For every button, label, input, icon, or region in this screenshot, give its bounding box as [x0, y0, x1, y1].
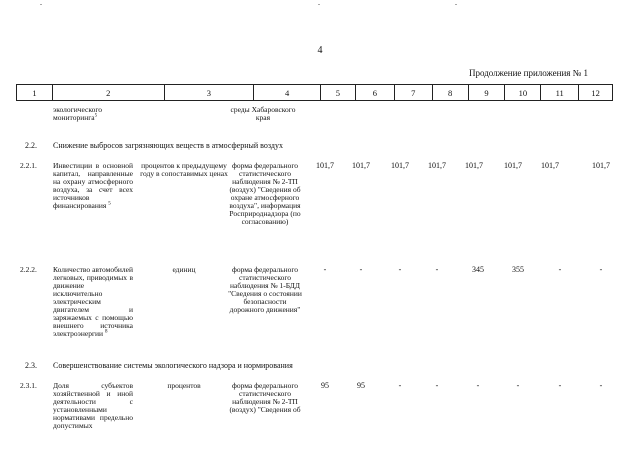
indicator-name: экологического мониторинга: [53, 105, 102, 122]
value-cell: -: [516, 381, 520, 390]
header-col-4: 4: [254, 85, 321, 100]
indicator-source: форма федерального статистического наблюдения № 2-ТП (воздух) "Сведения об: [229, 381, 301, 414]
header-col-3: 3: [165, 85, 255, 100]
footnote-mark: 8: [104, 329, 108, 335]
footnote-mark: 5: [108, 201, 111, 207]
value-cell: -: [558, 265, 562, 274]
header-col-6: 6: [356, 85, 395, 100]
header-col-9: 9: [469, 85, 506, 100]
value-cell: 101,7: [316, 161, 334, 170]
indicator-name-cell: [53, 266, 133, 338]
indicator-name: Количество автомобилей легковых, приводимых в движение исключительно электрическим двигателем и заряжаемых с помощью внешнего источника электроэнергии: [53, 265, 133, 338]
section-title: Совершенствование системы экологического надзора и нормирования: [53, 361, 293, 370]
value-cell: -: [558, 381, 562, 390]
scan-speck: .: [40, 0, 42, 7]
value-cell: 101,7: [428, 161, 446, 170]
table-row-continuation: [53, 106, 133, 122]
unit-of-measure: процентов: [167, 381, 201, 390]
header-col-5: 5: [321, 85, 356, 100]
value-cell: -: [398, 381, 402, 390]
value-cell: -: [435, 265, 439, 274]
appendix-continuation-label: Продолжение приложения № 1: [468, 68, 588, 78]
header-col-10: 10: [505, 85, 541, 100]
indicator-name-cell: [53, 162, 133, 210]
table-header-row: [16, 84, 613, 101]
value-cell: -: [599, 265, 603, 274]
value-cell: 95: [357, 381, 365, 390]
header-col-11: 11: [541, 85, 579, 100]
scan-speck: .: [318, 0, 320, 7]
indicator-source: среды Хабаровского края: [230, 105, 296, 122]
value-cell: -: [359, 265, 363, 274]
value-cell: 101,7: [352, 161, 370, 170]
section-title: Снижение выбросов загрязняющих веществ в атмосферный воздух: [53, 141, 283, 150]
value-cell: 95: [321, 381, 329, 390]
value-cell: 101,7: [391, 161, 409, 170]
unit-of-measure: процентов к предыдущему году в сопоставимых ценах: [140, 161, 228, 178]
header-col-2: 2: [53, 85, 165, 100]
header-col-8: 8: [433, 85, 469, 100]
header-col-1: 1: [17, 85, 53, 100]
indicator-name: Инвестиции в основной капитал, направленные на охрану атмосферного воздуха, за счет всех источников финансирования: [53, 161, 133, 210]
value-cell: -: [599, 381, 603, 390]
indicator-source: форма федерального статистического наблюдения № 2-ТП (воздух) "Сведения об охране атмосферного воздуха", информация Росприроднадзора (по согласованию): [229, 161, 301, 226]
value-cell: 355: [512, 265, 524, 274]
unit-of-measure: единиц: [172, 265, 196, 274]
value-cell: -: [398, 265, 402, 274]
value-cell: 345: [472, 265, 484, 274]
header-col-7: 7: [395, 85, 433, 100]
value-cell: 101,7: [465, 161, 483, 170]
section-number: 2.2.: [25, 141, 37, 150]
value-cell: 101,7: [541, 161, 559, 170]
indicator-source: форма федерального статистического наблюдения № 1-БДД "Сведения о состоянии безопасности дорожного движения": [228, 265, 302, 314]
value-cell: 101,7: [592, 161, 610, 170]
row-number: 2.2.1.: [20, 161, 37, 170]
indicator-name: Доля субъектов хозяйственной и иной деятельности с установленными нормативами предельно допустимых: [53, 381, 133, 430]
header-col-12: 12: [591, 87, 600, 98]
scan-speck: .: [455, 0, 457, 7]
page-number: 4: [317, 45, 323, 56]
section-number: 2.3.: [25, 361, 37, 370]
row-number: 2.3.1.: [20, 381, 37, 390]
footnote-mark: 5: [94, 113, 98, 119]
value-cell: -: [435, 381, 439, 390]
value-cell: 101,7: [504, 161, 522, 170]
value-cell: -: [476, 381, 480, 390]
value-cell: -: [323, 265, 327, 274]
row-number: 2.2.2.: [20, 265, 37, 274]
